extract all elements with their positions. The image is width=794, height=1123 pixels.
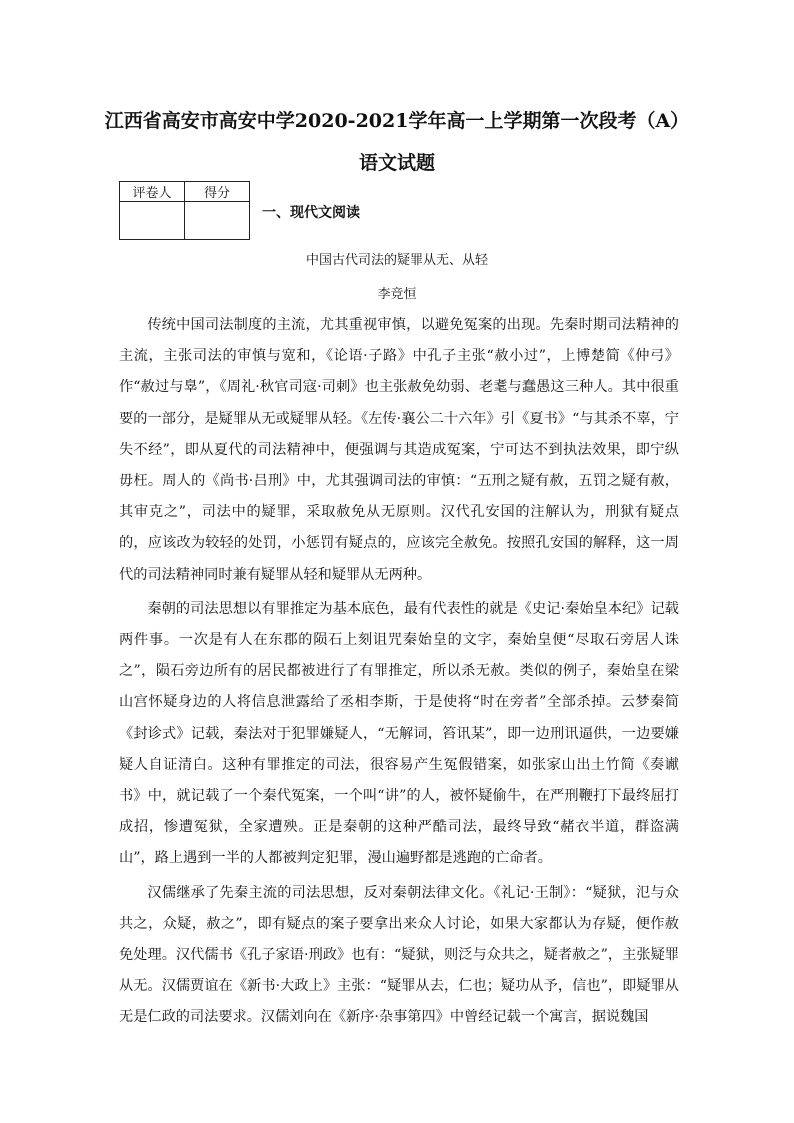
article-body [119,310,679,1037]
section-heading: 一、现代文阅读 [262,205,360,221]
page-title: 江西省高安市高安中学2020-2021学年高一上学期第一次段考（A） [104,110,690,132]
grader-label: 评卷人 [120,182,185,202]
paragraph: 传统中国司法制度的主流，尤其重视审慎，以避免冤案的出现。先秦时期司法精神的主流，主张司法的审慎与宽和，《论语·子路》中孔子主张“赦小过”，上博楚简《仲弓》作“赦过与辠”，《周礼·秋官司寇·司刺》也主张赦免幼弱、老耄与蠢愚这三种人。其中很重要的一部分，是疑罪从无或疑罪从轻。《左传·襄公二十六年》引《夏书》“与其杀不辜，宁失不经”，即从夏代的司法精神中，便强调与其造成冤案，宁可达不到执法效果，即宁纵毋枉。周人的《尚书·吕刑》中，尤其强调司法的审慎：“五刑之疑有赦，五罚之疑有赦，其审克之”，司法中的疑罪，采取赦免从无原则。汉代孔安国的注解认为，刑狱有疑点的，应该改为较轻的处罚，小惩罚有疑点的，应该完全赦免。按照孔安国的解释，这一周代的司法精神同时兼有疑罪从轻和疑罪从无两种。 [119,317,679,583]
article-title: 中国古代司法的疑罪从无、从轻 [305,253,488,268]
grader-cell [120,202,185,240]
article-author: 李竞恒 [377,287,417,302]
paragraph: 秦朝的司法思想以有罪推定为基本底色，最有代表性的就是《史记·秦始皇本纪》记载两件事。一次是有人在东郡的陨石上刻诅咒秦始皇的文字，秦始皇便“尽取石旁居人诛之”，陨石旁边所有的居民都被进行了有罪推定，所以杀无赦。类似的例子，秦始皇在梁山宫怀疑身边的人将信息泄露给了丞相李斯，于是使将“时在旁者”全部杀掉。云梦秦简《封诊式》记载，秦法对于犯罪嫌疑人，“无解词，笞讯某”，即一边刑讯逼供，一边要嫌疑人自证清白。这种有罪推定的司法，很容易产生冤假错案，如张家山出土竹简《奏谳书》中，就记载了一个秦代冤案，一个叫“讲”的人，被怀疑偷牛，在严刑鞭打下最终屈打成招，惨遭冤狱，全家遭殃。正是秦朝的这种严酷司法，最终导致“赭衣半道，群盗满山”，路上遇到一半的人都被判定犯罪，漫山遍野都是逃跑的亡命者。 [119,600,679,867]
score-label: 得分 [185,182,250,202]
paragraph: 汉儒继承了先秦主流的司法思想，反对秦朝法律文化。《礼记·王制》：“疑狱，氾与众共之，众疑，赦之”，即有疑点的案子要拿出来众人讨论，如果大家都认为存疑，便作赦免处理。汉代儒书《孔子家语·刑政》也有：“疑狱，则泛与众共之，疑者赦之”，主张疑罪从无。汉儒贾谊在《新书·大政上》主张：“疑罪从去，仁也；疑功从予，信也”，即疑罪从无是仁政的司法要求。汉儒刘向在《新序·杂事第四》中曾经记载一个寓言，据说魏国 [119,884,679,1026]
score-box [119,181,250,240]
page-subtitle: 语文试题 [358,152,435,174]
score-cell [185,202,250,240]
